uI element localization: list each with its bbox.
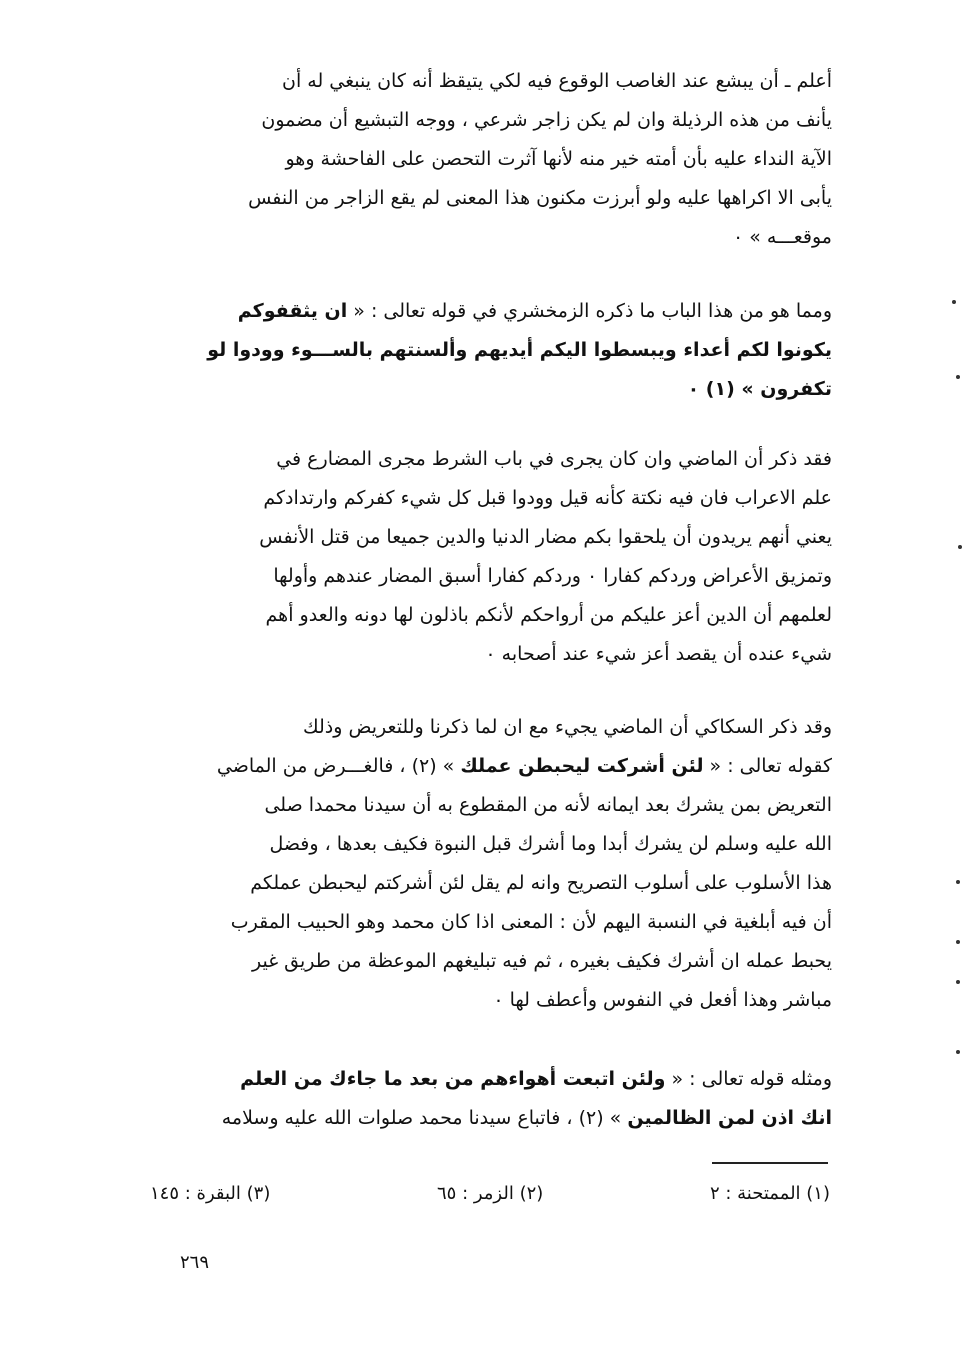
text-line: فقد ذكر أن الماضي وان كان يجرى في باب الشرط مجرى المضارع في [276, 448, 832, 470]
footnote-3: (٣) البقرة : ١٤٥ [150, 1183, 271, 1204]
footnotes [150, 1183, 830, 1204]
scan-mark [956, 375, 960, 379]
quote-emphasis: ولئن اتبعت أهواءهم من بعد ما جاءك من العلم [240, 1068, 666, 1090]
text-line: شيء عنده أن يقصد أعز شيء عند أصحابه ٠ [485, 643, 832, 665]
text-line: أن فيه أبلغية في النسبة اليهم لأن : المعنى اذا كان محمد وهو الحبيب المقرب [230, 911, 832, 933]
text-line: انك اذن لمن الظالمين » (٢) ، فاتباع سيدنا محمد صلوات الله عليه وسلامه [221, 1107, 832, 1129]
footnote-1: (١) الممتحنة : ٢ [709, 1183, 830, 1204]
text-line: يحبط عمله ان أشرك فكيف بغيره ، ثم فيه تبليغهم الموعظة من طريق غير [251, 950, 832, 972]
quote-line: يكونوا لكم أعداء ويبسطوا اليكم أيديهم وألسنتهم بالســـوء وودوا لو [207, 339, 832, 361]
text-line: موقعـــه » ٠ [732, 226, 832, 248]
paragraph-4 [150, 708, 832, 1020]
paragraph-5 [150, 1060, 832, 1138]
text-line: أعلم ـ أن يبشع عند الغاصب الوقوع فيه لكي يتيقظ أنه كان ينبغي له أن [282, 70, 832, 92]
paragraph-1 [150, 62, 832, 257]
scan-mark [956, 940, 960, 944]
footnote-2: (٢) الزمر : ٦٥ [437, 1183, 544, 1204]
text-line: ومما هو من هذا الباب ما ذكره الزمخشري في قوله تعالى : « ان يثقفوكم [237, 300, 832, 322]
text-line: علم الاعراب فان فيه نكتة كأنه قيل وودوا قبل كل شيء كفركم وارتدادكم [263, 487, 832, 509]
text-line: الآية النداء عليه بأن أمته خير منه لأنها آثرت التحصن على الفاحشة وهو [285, 148, 832, 170]
paragraph-2 [150, 292, 832, 409]
page-number: ٢٦٩ [180, 1252, 210, 1273]
quote-emphasis: لئن أشركت ليحبطن عملك [460, 755, 704, 777]
scan-mark [952, 300, 956, 304]
footnote-separator [712, 1162, 828, 1164]
text-line: يأنف من هذه الرذيلة وان لم يكن زاجر شرعي ، ووجه التبشيع أن مضمون [261, 109, 832, 131]
scan-mark [956, 980, 960, 984]
text-line: وقد ذكر السكاكي أن الماضي يجيء مع ان لما ذكرنا وللتعريض وذلك [303, 716, 832, 738]
quote-line: تكفرون » (١) ٠ [687, 378, 832, 400]
text-line: ومثله قوله تعالى : « ولئن اتبعت أهواءهم من بعد ما جاءك من العلم [240, 1068, 832, 1090]
text-line: هذا الأسلوب على أسلوب التصريح وانه لم يقل لئن أشركتم ليحبطن عملكم [250, 872, 832, 894]
text-line: مباشر وهذا أفعل في النفوس وأعطف لها ٠ [493, 989, 832, 1011]
text-line: الله عليه وسلم لن يشرك أبدا وما أشرك قبل النبوة فكيف بعدها ، وفضل [269, 833, 832, 855]
paragraph-3 [150, 440, 832, 674]
quote-emphasis: ان يثقفوكم [237, 300, 348, 322]
quote-emphasis: انك اذن لمن الظالمين [627, 1107, 832, 1129]
scan-mark [956, 880, 960, 884]
text-line: يعني أنهم يريدون أن يلحقوا بكم مضار الدنيا والدين جميعا من قتل الأنفس [259, 526, 832, 548]
text-line: يأبى الا اكراهها عليه ولو أبرزت مكنون هذا المعنى لم يقع الزاجر من النفس [248, 187, 832, 209]
text-line: التعريض بمن يشرك بعد ايمانه لأنه من المقطوع به أن سيدنا محمدا صلى [264, 794, 832, 816]
text-line: وتمزيق الأعراض وردكم كفارا ٠ وردكم كفارا أسبق المضار عندهم وأولها [273, 565, 832, 587]
text-line: لعلمهم أن الدين أعز عليكم من أرواحكم لأنكم باذلون لها دونه والعدو أهم [265, 604, 832, 626]
scan-mark [956, 1050, 960, 1054]
text-line: كقوله تعالى : « لئن أشركت ليحبطن عملك » (٢) ، فالغـــرض من الماضي [216, 755, 832, 777]
scan-mark [958, 545, 962, 549]
